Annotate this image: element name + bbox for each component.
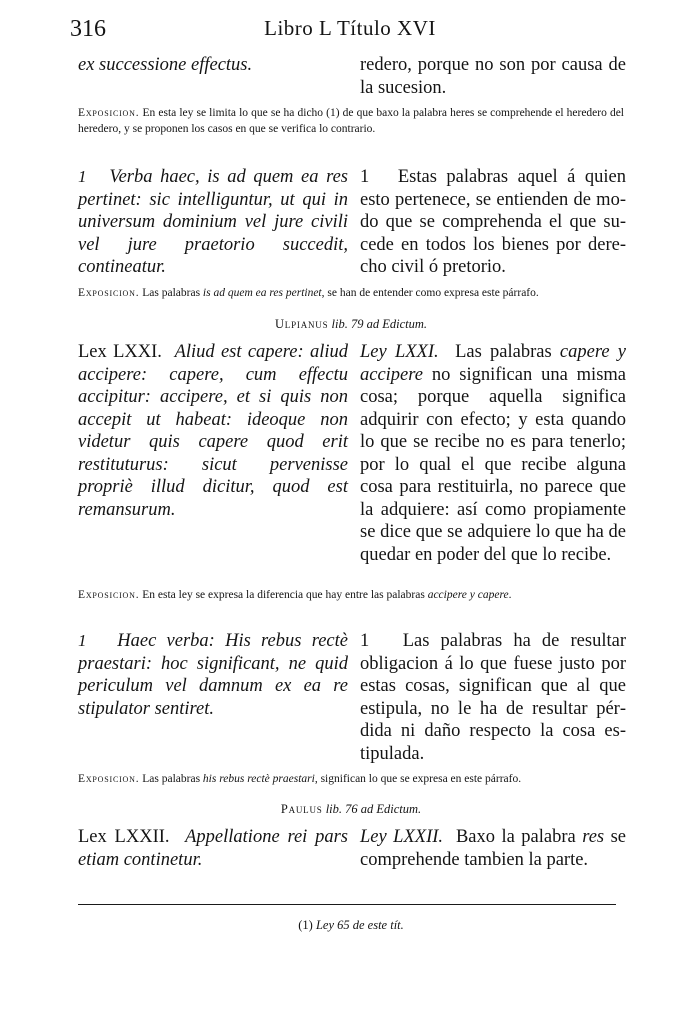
latin-paragraph	[78, 630, 348, 720]
exposicion-label: Exposicion.	[78, 287, 140, 299]
exposicion-text: En esta ley se expresa la diferencia que hay entre las palabras	[142, 589, 428, 601]
latin-text: Appellatione rei pars etiam continetur.	[78, 827, 349, 870]
citation	[78, 802, 624, 817]
exposicion-text: Las palabras	[142, 773, 203, 785]
exposicion-text: y	[466, 589, 478, 601]
exposicion-text: En esta ley se limita lo que se ha dicho (1) de que baxo la palabra heres se comprehende el heredero del heredero, y se proponen los casos en que se verifica lo contrario.	[78, 107, 625, 135]
exposicion-text: .	[508, 589, 512, 601]
latin-text: ex successione effectus.	[78, 55, 253, 75]
exposicion-label: Exposicion.	[78, 107, 140, 119]
exposicion-text: Las palabras	[142, 287, 203, 299]
exposicion-note	[78, 106, 624, 137]
spanish-text: y	[609, 342, 627, 362]
footnote-mark: (1)	[298, 918, 313, 932]
exposicion-quote: his rebus rectè praestari	[202, 773, 315, 785]
latin-text: Haec verba: His rebus rectè praestari: hoc significant, ne quid periculum vel damnum ex ea re stipulator sentiret.	[78, 631, 348, 719]
exposicion-text: , significan lo que se expresa en este párrafo.	[314, 773, 522, 785]
exposicion-label: Exposicion.	[78, 773, 140, 785]
citation-ref: lib. 79 ad Edictum.	[331, 317, 428, 331]
spanish-paragraph	[360, 166, 626, 279]
ley-heading: Ley LXXI.	[360, 342, 439, 362]
exposicion-note	[78, 286, 624, 302]
footnote	[78, 918, 624, 933]
paragraph-number: 1	[360, 167, 370, 187]
exposicion-note	[78, 772, 624, 788]
footnote-text: Ley 65 de este tít.	[315, 918, 404, 932]
latin-paragraph	[78, 341, 348, 521]
spanish-text: se comprehende tambien la parte.	[360, 827, 626, 870]
term: capere	[477, 589, 509, 601]
spanish-paragraph	[360, 826, 626, 871]
latin-paragraph	[78, 826, 348, 871]
spanish-text: no significan una misma cosa; porque aquella significa adquirir con efecto; y esta quando lo que se recibe no es para tenerlo; por lo qual el que recibe alguna cosa para restituirla, no parece que la adquiere: así como propiamente se dice que se adquiere lo que ha de quedar en poder del que lo recibe.	[360, 364, 626, 565]
spanish-text: redero, porque no son por causa de la sucesion.	[360, 55, 626, 98]
citation-ref: lib. 76 ad Edictum.	[325, 802, 422, 816]
spanish-text: Estas palabras aquel á quien esto pertenece, se entienden de modo que se comprehenda el que sucede en todos los bienes por derecho civil ó pretorio.	[360, 167, 627, 277]
latin-text: Verba haec, is ad quem ea res pertinet: sic intelliguntur, ut qui in universum dominium vel jure civili vel jure praetorio succedit, contineatur.	[78, 167, 348, 277]
lex-heading: Lex LXXII.	[78, 827, 170, 847]
page-number: 316	[70, 16, 106, 42]
citation	[78, 317, 624, 332]
footnote-rule	[78, 904, 616, 905]
paragraph-number: 1	[360, 631, 370, 651]
spanish-text: Baxo la palabra	[455, 827, 583, 847]
term: accipere	[427, 589, 467, 601]
ley-heading: Ley LXXII.	[360, 827, 444, 847]
paragraph-number: 1	[78, 631, 87, 650]
exposicion-text: , se han de entender como expresa este párrafo.	[321, 287, 539, 299]
spanish-text: Las palabras	[455, 342, 560, 362]
spanish-paragraph	[360, 341, 626, 566]
latin-text: Aliud est capere: aliud accipere: capere, cum effectu accipitur: accipere, et si quis non accepit ut habeat: ideoque non videtur quis capere quod erit restituturus: sicut pervenisse propriè illud dicitur, quod est remansurum.	[78, 342, 349, 520]
citation-author: Ulpianus	[274, 317, 329, 331]
latin-paragraph	[78, 166, 348, 279]
lex-heading: Lex LXXI.	[78, 342, 162, 362]
citation-author: Paulus	[280, 802, 323, 816]
spanish-paragraph	[360, 630, 626, 765]
exposicion-note	[78, 588, 624, 604]
term: capere	[559, 342, 610, 362]
exposicion-label: Exposicion.	[78, 589, 140, 601]
page-header	[70, 16, 630, 46]
running-title: Libro L Título XVI	[264, 16, 436, 40]
term: res	[582, 827, 605, 847]
paragraph-number: 1	[78, 167, 87, 186]
exposicion-quote: is ad quem ea res pertinet	[202, 287, 322, 299]
spanish-text: Las palabras ha de resultar obligacion á lo que fuese justo por estas cosas, significan que al que estipula, no le ha de resultar pérdida ni daño respecto la cosa estipulada.	[360, 631, 626, 764]
term: accipere	[360, 364, 423, 385]
